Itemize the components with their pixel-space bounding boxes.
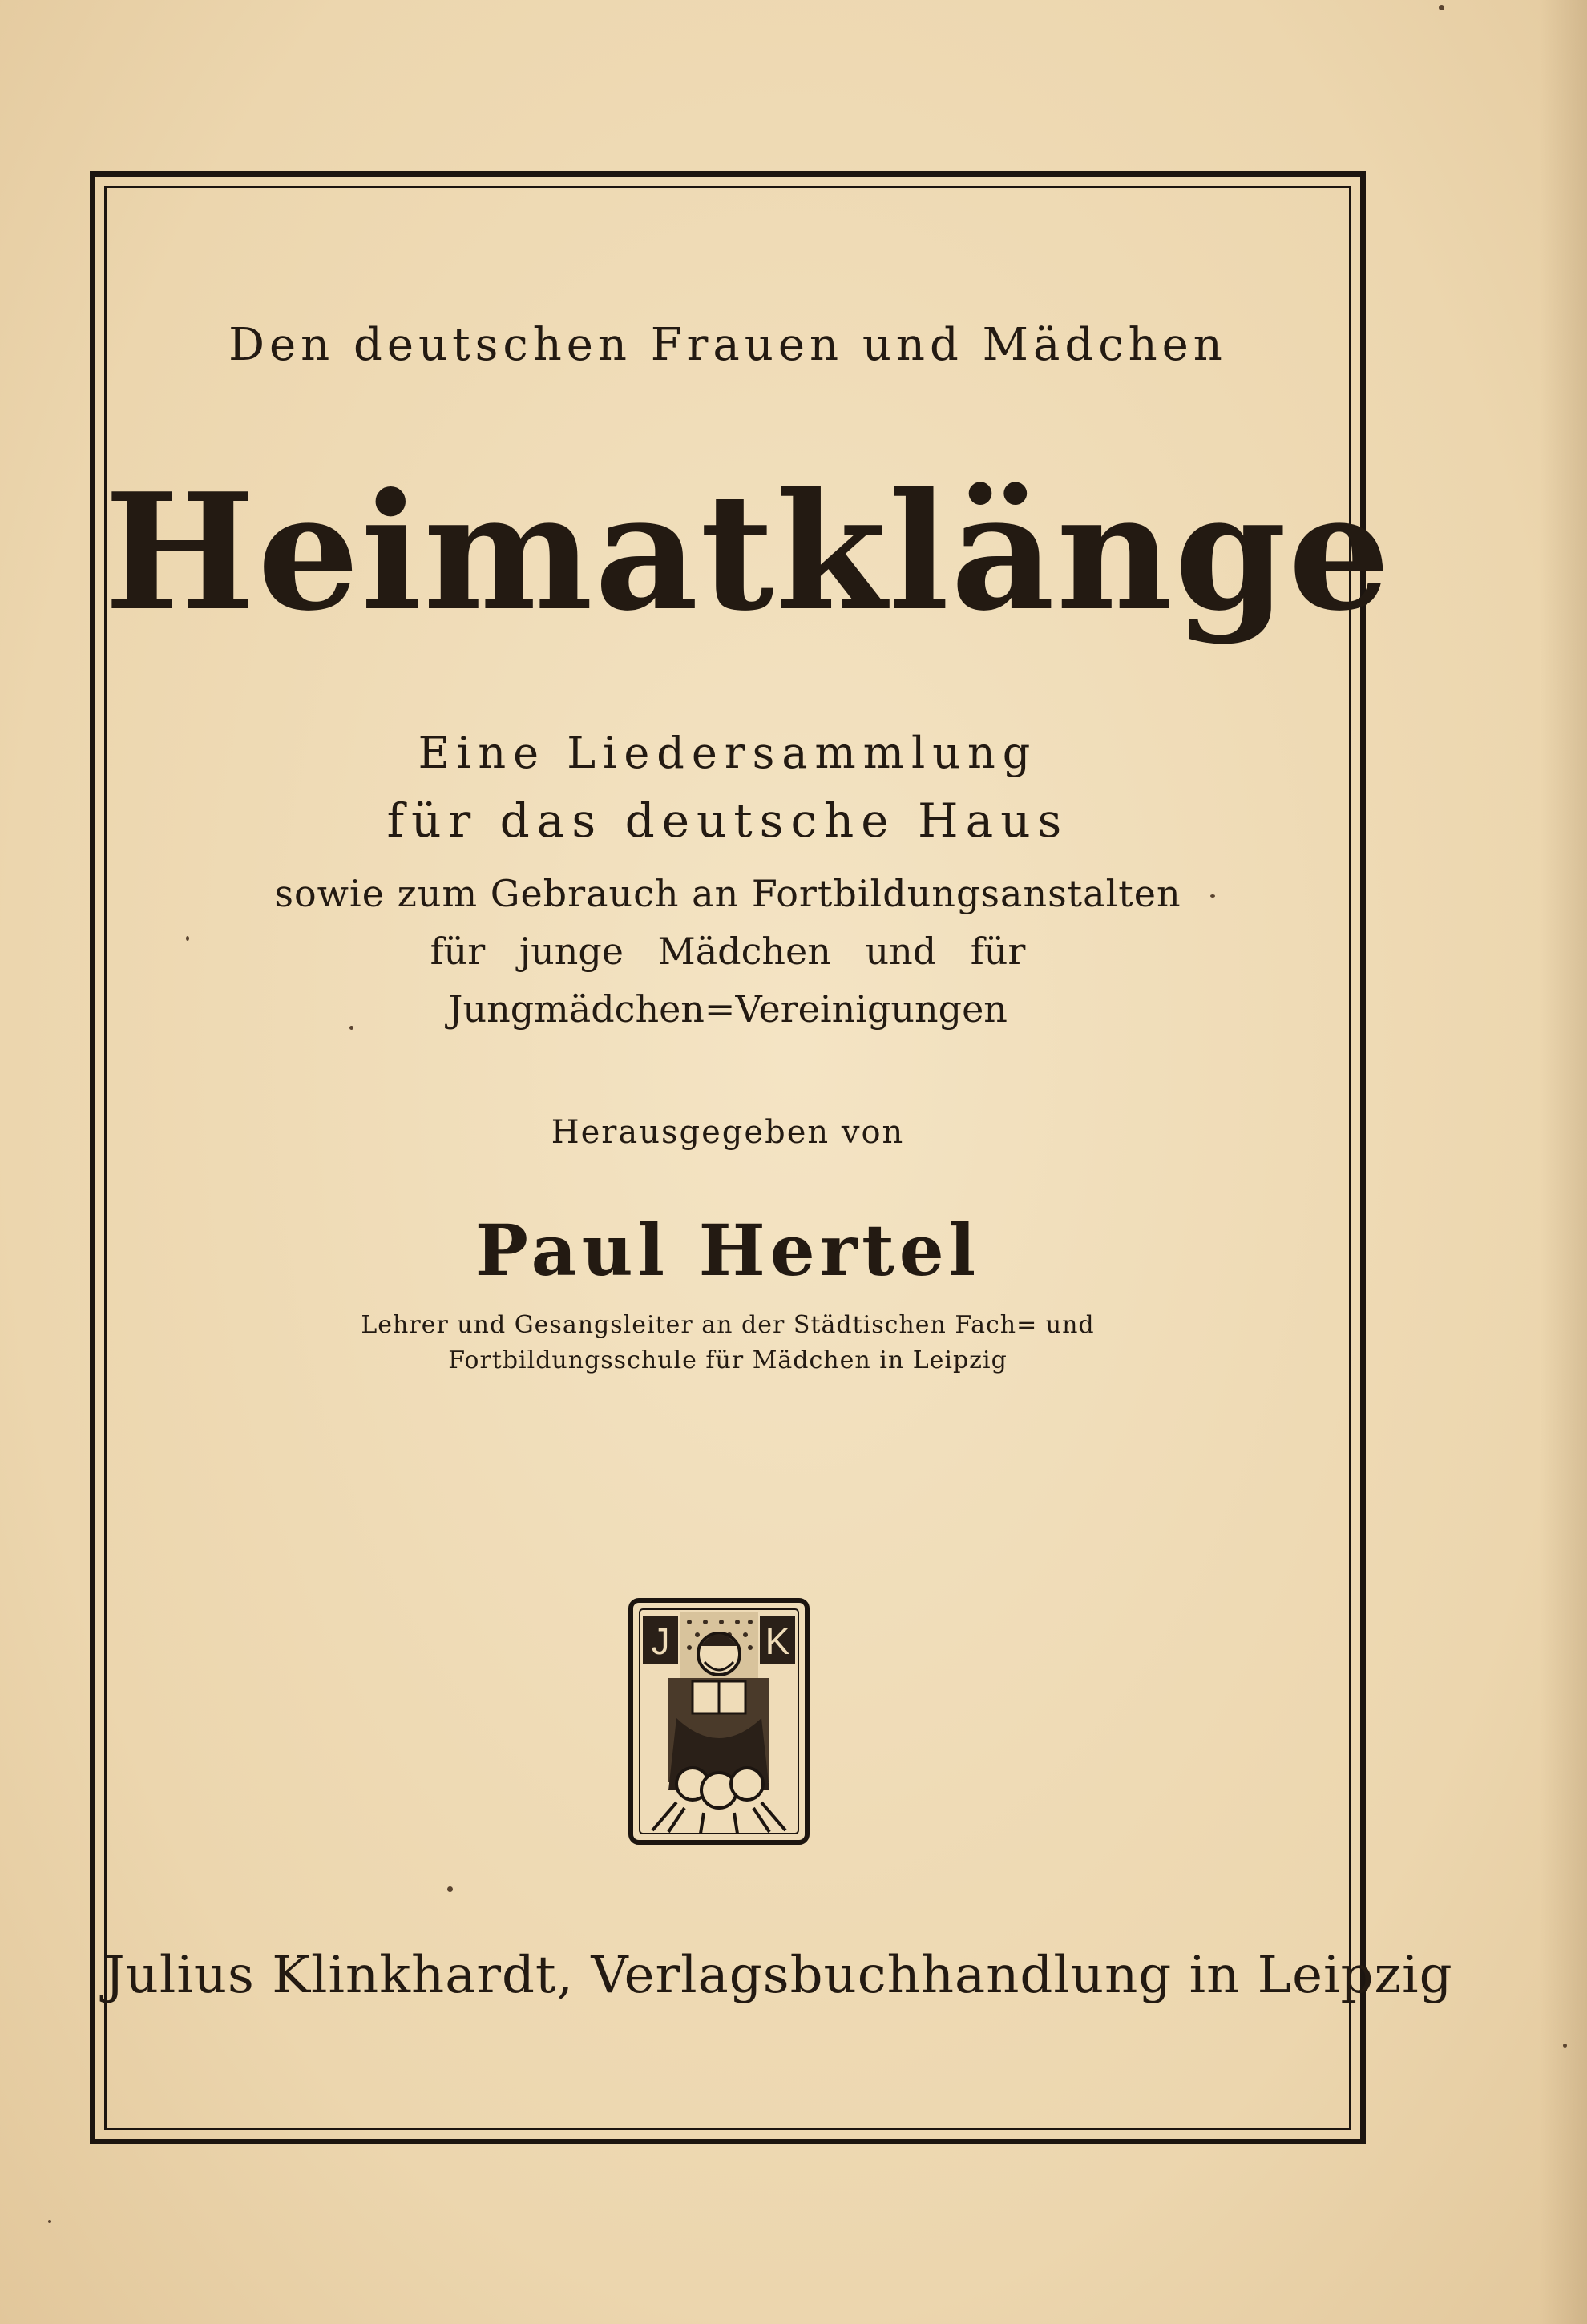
paper-speck [1563, 2044, 1567, 2048]
paper-speck [447, 1886, 453, 1892]
book-title: Heimatklänge [104, 458, 1392, 647]
author-name: Paul Hertel [474, 1208, 981, 1292]
publisher-logo-icon [628, 1598, 810, 1845]
editor-label: Herausgegeben von [551, 1114, 905, 1151]
subtitle-line-2: für das deutsche Haus [386, 793, 1069, 848]
subtitle-line-3: sowie zum Gebrauch an Fortbildungsanstalten [274, 872, 1181, 915]
logo-letter-k: K [765, 1620, 790, 1662]
paper-speck [1210, 894, 1215, 898]
author-description-line-2: Fortbildungsschule für Mädchen in Leipzig [448, 1346, 1008, 1374]
page-edge-shadow [1539, 0, 1587, 2324]
publisher-imprint: Julius Klinkhardt, Verlagsbuchhandlung in Leipzig [104, 1946, 1453, 2005]
paper-speck [349, 1026, 353, 1030]
logo-letter-j: J [651, 1620, 670, 1662]
subtitle-line-4: für junge Mädchen und für [430, 930, 1026, 973]
subtitle-line-5: Jungmädchen=Vereinigungen [448, 987, 1008, 1031]
author-description-line-1: Lehrer und Gesangsleiter an der Städtischen Fach= und [361, 1311, 1095, 1339]
paper-speck [48, 2220, 51, 2223]
dedication: Den deutschen Frauen und Mädchen [228, 319, 1227, 371]
paper-speck [186, 936, 189, 941]
paper-speck [1439, 5, 1444, 10]
subtitle-line-1: Eine Liedersammlung [418, 728, 1038, 778]
